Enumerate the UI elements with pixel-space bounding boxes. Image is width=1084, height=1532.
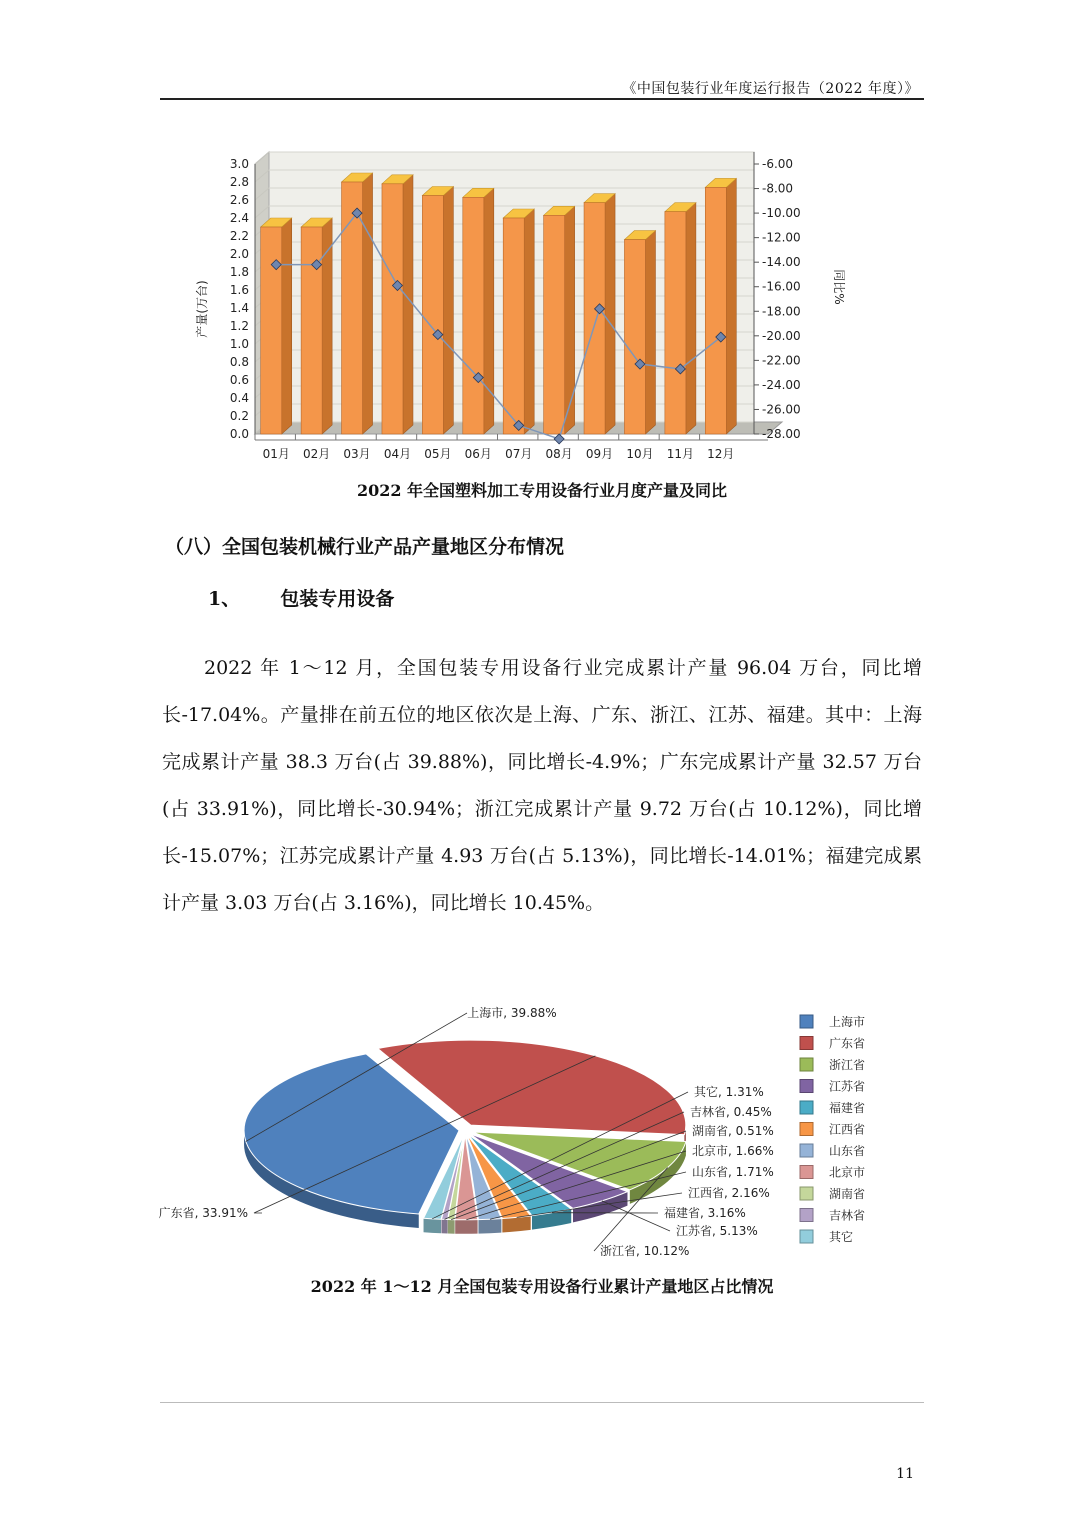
body-paragraph: 2022 年 1～12 月，全国包装专用设备行业完成累计产量 96.04 万台，同比增长-17.04%。产量排在前五位的地区依次是上海、广东、浙江、江苏、福建。其中：上海完成累计产量 38.3 万台(占 39.88%)，同比增长-4.9%；广东完成累计产量 32.57 万台(占 33.91%)，同比增长-30.94%；浙江完成累计产量 9.72 万台(占 10.12%)，同比增长-15.07%；江苏完成累计产量 4.93 万台(占 5.13%)，同比增长-14.01%；福建完成累计产量 3.03 万台(占 3.16%)，同比增长 10.45%。 [162,657,922,914]
legend-label: 其它 [829,1230,854,1244]
y-right-tick-label: -10.00 [762,206,801,221]
x-tick-label: 01月 [262,447,290,461]
x-tick-label: 09月 [585,447,614,461]
bar [422,196,443,435]
pie-data-label: 广东省, 33.91% [158,1206,248,1220]
pie-leader-line [602,1201,670,1231]
legend-label: 浙江省 [829,1058,866,1072]
y-tick-label: 2.8 [229,175,249,189]
y-right-tick-label: -22.00 [762,353,801,368]
legend-label: 江西省 [829,1122,866,1137]
y-tick-label: 1.0 [229,337,249,351]
pie-slice-side [424,1218,441,1233]
legend-swatch [800,1166,813,1179]
pie-data-label: 江苏省, 5.13% [676,1224,758,1238]
bar-side [443,187,453,435]
legend-swatch [800,1144,813,1157]
y-right-tick-label: -8.00 [762,181,794,196]
bar-side [686,203,696,434]
y-tick-label: 2.2 [229,229,249,243]
bar-side [363,173,373,434]
legend-swatch [800,1101,813,1114]
bar [463,197,484,434]
bar [544,215,565,434]
y-tick-label: 0.4 [229,391,249,405]
pie-data-label: 浙江省, 10.12% [600,1244,690,1258]
y-tick-label: 0.6 [229,373,249,387]
legend-swatch [800,1187,813,1200]
legend-swatch [800,1080,813,1093]
y-axis-title: 产量(万台) [195,280,209,338]
y-right-tick-label: -6.00 [762,157,794,171]
legend-label: 山东省 [829,1144,866,1158]
legend-label: 福建省 [829,1101,866,1115]
legend-label: 广东省 [829,1036,866,1051]
bar-side [484,188,494,434]
pie-data-label: 其它, 1.31% [694,1085,764,1099]
bar [584,203,605,434]
subsection-number: 1、 [208,588,241,610]
x-tick-label: 04月 [383,447,412,461]
legend-label: 北京市 [829,1165,866,1180]
bar-chart-caption: 2022 年全国塑料加工专用设备行业月度产量及同比 [356,481,728,500]
y-tick-label: 1.4 [229,301,249,315]
footer-divider [160,1402,924,1403]
bar-side [403,175,413,434]
bar [261,227,282,434]
x-tick-label: 10月 [626,447,654,461]
subsection-heading [208,584,394,611]
y-tick-label: 0.2 [229,409,249,423]
bar-side [565,206,575,434]
legend-swatch [800,1037,813,1050]
x-tick-label: 03月 [343,447,371,461]
pie-slice-side [455,1220,477,1234]
subsection-title: 包装专用设备 [280,588,395,610]
x-tick-label: 08月 [545,447,573,461]
yoy-point [554,434,564,444]
pie-data-label: 福建省, 3.16% [664,1206,746,1220]
bar [705,187,726,434]
bar-side [282,218,292,434]
x-tick-label: 07月 [505,447,533,461]
section-heading: （八）全国包装机械行业产品产量地区分布情况 [165,536,565,558]
x-tick-label: 11月 [666,447,695,461]
bar [382,184,403,434]
pie-slice-side [441,1219,447,1233]
header-divider [160,98,924,100]
y-right-tick-label: -28.00 [762,427,801,441]
y-tick-label: 1.8 [229,265,249,279]
y-tick-label: 1.6 [229,283,249,297]
bar [624,240,645,434]
x-tick-label: 05月 [424,447,452,461]
y-tick-label: 1.2 [229,319,249,333]
y-tick-label: 3.0 [229,157,249,171]
legend-swatch [800,1058,813,1071]
y-right-tick-label: -20.00 [762,328,801,343]
bar [301,227,322,434]
y-tick-label: 2.6 [229,193,249,207]
pie-data-label: 湖南省, 0.51% [692,1124,774,1138]
bar [503,218,524,434]
legend-swatch [800,1209,813,1222]
pie-chart-caption: 2022 年 1～12 月全国包装专用设备行业累计产量地区占比情况 [310,1277,774,1296]
bar-side [605,194,615,434]
pie-data-label: 山东省, 1.71% [692,1165,774,1179]
legend-swatch [800,1230,813,1243]
legend-swatch [800,1015,813,1028]
pie-slice-side [478,1219,501,1234]
running-header: 《中国包装行业年度运行报告（2022 年度）》 [622,81,919,97]
pie-data-label: 江西省, 2.16% [688,1186,770,1200]
y-tick-label: 2.0 [229,247,249,261]
monthly-output-chart [180,140,846,470]
bar [665,212,686,434]
y-tick-label: 2.4 [229,211,249,225]
x-tick-label: 06月 [464,447,492,461]
pie-data-label: 北京市, 1.66% [692,1144,774,1158]
legend-label: 江苏省 [829,1079,866,1094]
y-right-tick-label: -24.00 [762,377,801,392]
y-right-tick-label: -26.00 [762,402,801,417]
y-right-tick-label: -16.00 [762,279,801,294]
y-right-tick-label: -18.00 [762,304,801,319]
y-right-tick-label: -12.00 [762,230,801,245]
legend-label: 湖南省 [829,1187,866,1201]
page-number: 11 [896,1466,914,1482]
pie-data-label: 上海市, 39.88% [467,1006,557,1020]
bar-side [645,231,655,434]
bar-side [726,178,736,434]
bar-side [524,209,534,434]
regional-share-pie-chart [160,995,924,1265]
x-tick-label: 02月 [302,447,331,461]
legend-swatch [800,1123,813,1136]
pie-slice-side [448,1220,455,1234]
x-tick-label: 12月 [707,447,735,461]
y-right-axis-title: 同比% [832,269,846,305]
y-tick-label: 0.8 [229,355,249,369]
pie-data-label: 吉林省, 0.45% [690,1105,772,1119]
y-right-tick-label: -14.00 [762,255,801,270]
legend-label: 吉林省 [829,1208,866,1223]
y-tick-label: 0.0 [229,427,249,441]
legend-label: 上海市 [829,1015,866,1029]
